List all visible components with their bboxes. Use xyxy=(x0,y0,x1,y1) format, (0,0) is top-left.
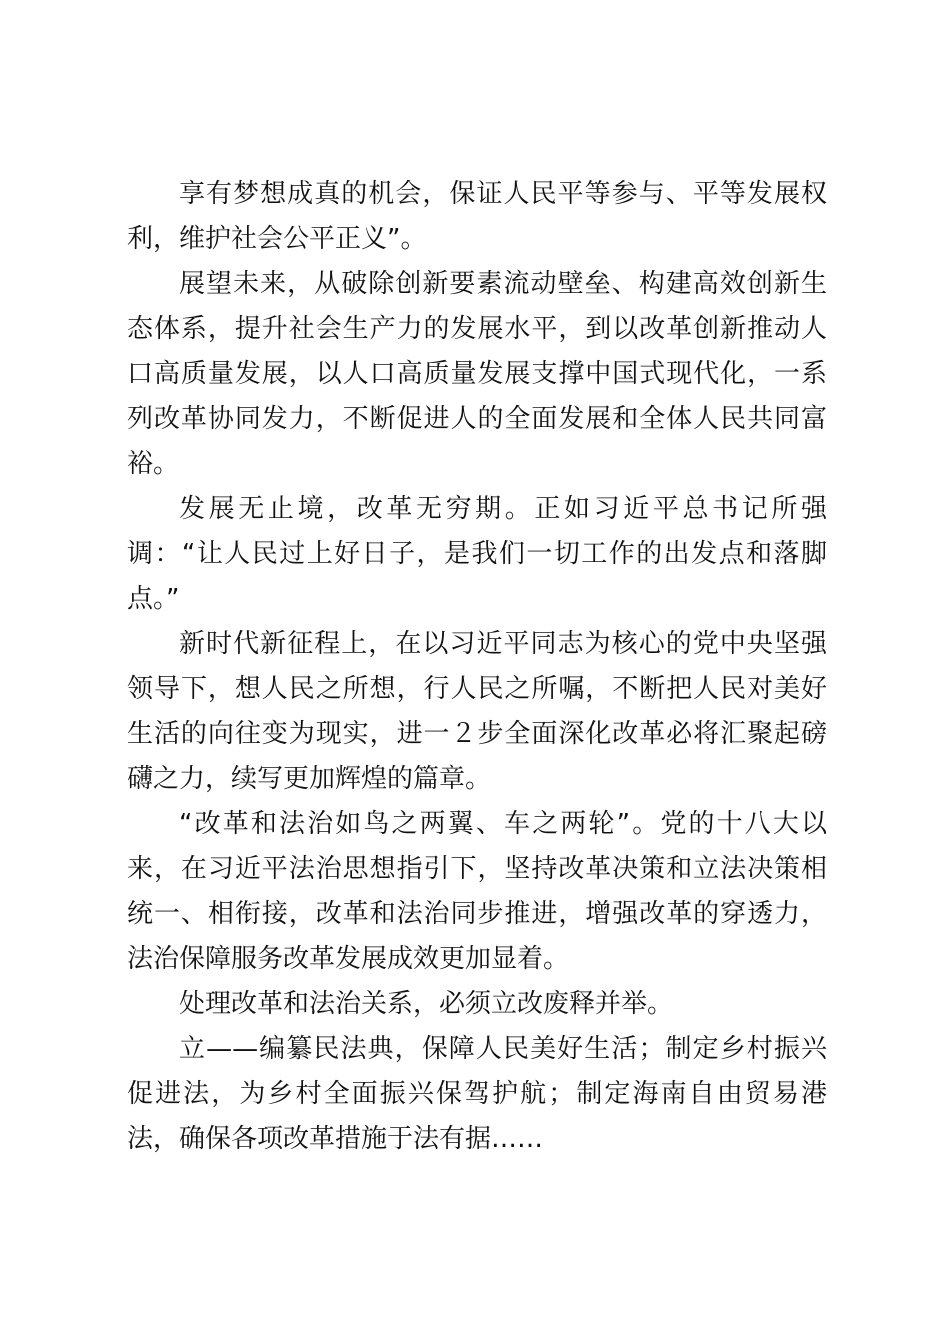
paragraph-5: “改革和法治如鸟之两翼、车之两轮”。党的十八大以来，在习近平法治思想指引下，坚持改革决策和立法决策相统一、相衔接，改革和法治同步推进，增强改革的穿透力，法治保障服务改革发展成效更加显着。 xyxy=(127,809,827,974)
document-body xyxy=(127,172,827,1162)
paragraph-6: 处理改革和法治关系，必须立改废释并举。 xyxy=(179,989,674,1019)
paragraph-1: 享有梦想成真的机会，保证人民平等参与、平等发展权利，维护社会公平正义”。 xyxy=(127,179,827,254)
paragraph-4: 新时代新征程上，在以习近平同志为核心的党中央坚强领导下，想人民之所想，行人民之所嘱，不断把人民对美好生活的向往变为现实，进一２步全面深化改革必将汇聚起磅礴之力，续写更加辉煌的篇章。 xyxy=(127,629,827,794)
paragraph-3: 发展无止境，改革无穷期。正如习近平总书记所强调：“让人民过上好日子，是我们一切工作的出发点和落脚点。” xyxy=(127,494,827,614)
paragraph-2: 展望未来，从破除创新要素流动壁垒、构建高效创新生态体系，提升社会生产力的发展水平，到以改革创新推动人口高质量发展，以人口高质量发展支撑中国式现代化，一系列改革协同发力，不断促进人的全面发展和全体人民共同富裕。 xyxy=(127,269,827,479)
paragraph-7: 立——编纂民法典，保障人民美好生活；制定乡村振兴促进法，为乡村全面振兴保驾护航；制定海南自由贸易港法，确保各项改革措施于法有据…… xyxy=(127,1034,827,1154)
